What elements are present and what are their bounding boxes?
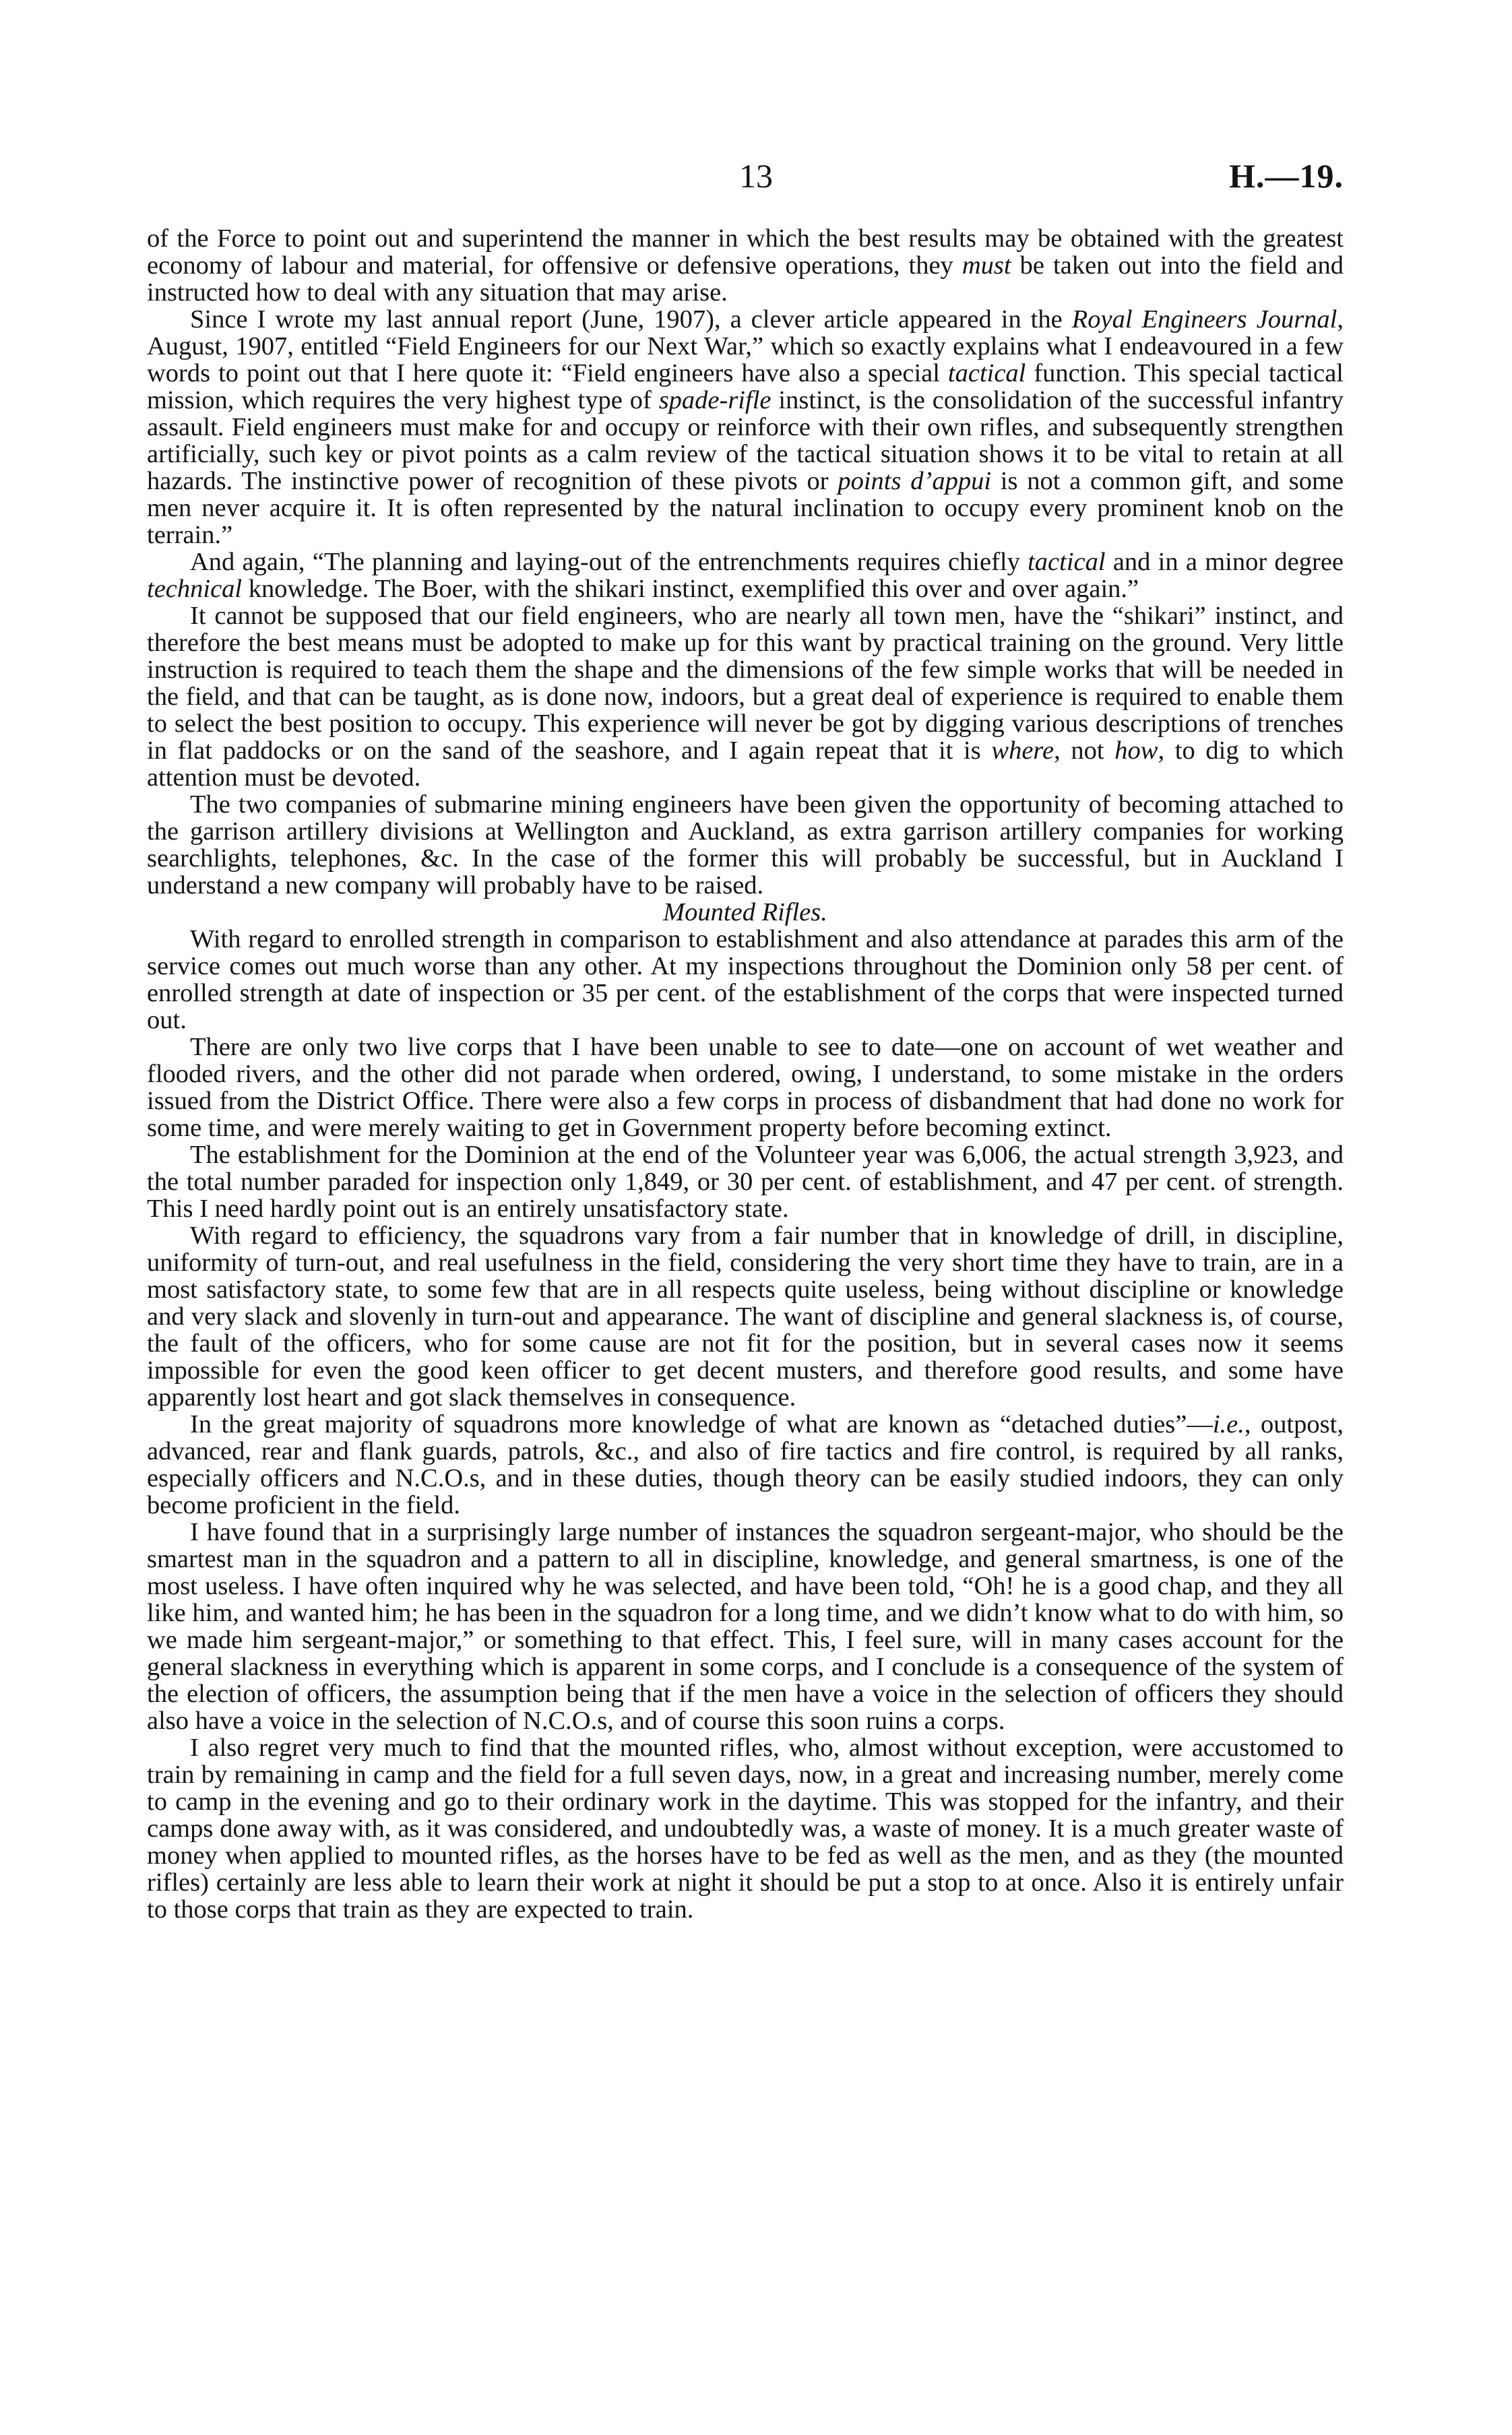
- text-run: knowledge. The Boer, with the shikari instinct, exemplified this over and over again.”: [242, 575, 1139, 603]
- text-run: With regard to enrolled strength in comparison to establishment and also attendance at parades this arm of the service comes out much worse than any other. At my inspections throughout the Dominion only 58 per cent. of enrolled strength at date of inspection or 35 per cent. of the establishment of the corps that were inspected turned out.: [147, 925, 1344, 1034]
- paragraph: [147, 1034, 1344, 1141]
- italic-text: tactical: [1028, 548, 1106, 576]
- text-run: Mounted Rifles.: [663, 898, 827, 926]
- italic-text: technical: [147, 575, 243, 603]
- italic-text: spade-rifle: [658, 386, 771, 414]
- paragraph: [147, 791, 1344, 899]
- paragraph: [147, 548, 1344, 602]
- text-run: And again, “The planning and laying-out of the entrenchments requires chiefly: [190, 548, 1028, 576]
- page-number: 13: [739, 157, 773, 195]
- text-run: , to dig to which attention must be devoted.: [147, 736, 1344, 792]
- text-run: is not a common gift, and some men never acquire it. It is often represented by the natural inclination to occupy every prominent knob on the terrain.”: [147, 467, 1344, 549]
- text-run: , August, 1907, entitled “Field Engineers for our Next War,” which so exactly explains what I endeavoured in a few words to point out that I here quote it: “Field engineers have also a special: [147, 305, 1344, 387]
- text-run: I also regret very much to find that the mounted rifles, who, almost without exception, were accustomed to train by remaining in camp and the field for a full seven days, now, in a great and increasing number, merely come to camp in the evening and go to their ordinary work in the daytime. This was stopped for the infantry, and their camps done away with, as it was considered, and undoubtedly was, a waste of money. It is a much greater waste of money when applied to mounted rifles, as the horses have to be fed as well as the men, and as they (the mounted rifles) certainly are less able to learn their work at night it should be put a stop to at once. Also it is entirely unfair to those corps that train as they are expected to train.: [147, 1734, 1344, 1924]
- paragraph: [147, 1141, 1344, 1222]
- text-run: The two companies of submarine mining engineers have been given the opportunity of becoming attached to the garrison artillery divisions at Wellington and Auckland, as extra garrison artillery companies for working searchlights, telephones, &c. In the case of the former this will probably be successful, but in Auckland I understand a new company will probably have to be raised.: [147, 790, 1344, 899]
- text-run: instinct, is the consolidation of the successful infantry assault. Field engineers must make for and occupy or reinforce with their own rifles, and subsequently strengthen artificially, such key or pivot points as a calm review of the tactical situation shows it to be vital to retain at all hazards. The instinctive power of recognition of these pivots or: [147, 386, 1344, 495]
- text-run: In the great majority of squadrons more knowledge of what are known as “detached duties”—: [190, 1410, 1213, 1438]
- text-run: There are only two live corps that I have been unable to see to date—one on account of wet weather and flooded rivers, and the other did not parade when ordered, owing, I understand, to some mistake in the orders issued from the District Office. There were also a few corps in process of disbandment that had done no work for some time, and were merely waiting to get in Government property before becoming extinct.: [147, 1033, 1344, 1142]
- italic-text: Royal Engineers Journal: [1071, 305, 1337, 334]
- paragraph: [147, 602, 1344, 791]
- text-run: , not: [1054, 736, 1115, 765]
- italic-text: how: [1114, 736, 1158, 765]
- body-text: [147, 225, 1344, 1923]
- text-run: It cannot be supposed that our field engineers, who are nearly all town men, have the “shikari” instinct, and therefore the best means must be adopted to make up for this want by practical training on the ground. Very little instruction is required to teach them the shape and the dimensions of the few simple works that will be needed in the field, and that can be taught, as is done now, indoors, but a great deal of experience is required to enable them to select the best position to occupy. This experience will never be got by digging various descriptions of trenches in flat paddocks or on the sand of the seashore, and I again repeat that it is: [147, 602, 1344, 765]
- italic-text: points d’appui: [838, 467, 992, 495]
- paragraph: [147, 306, 1344, 548]
- text-run: of the Force to point out and superintend the manner in which the best results may be obtained with the greatest economy of labour and material, for offensive or defensive operations, they: [147, 224, 1344, 280]
- section-heading: [147, 899, 1344, 926]
- paragraph: [147, 225, 1344, 306]
- paragraph: [147, 926, 1344, 1034]
- text-run: , outpost, advanced, rear and flank guards, patrols, &c., and also of fire tactics and fire control, is required by all ranks, especially officers and N.C.O.s, and in these duties, though theory can be easily studied indoors, they can only become proficient in the field.: [147, 1410, 1344, 1519]
- paragraph: [147, 1411, 1344, 1519]
- text-run: and in a minor degree: [1105, 548, 1344, 576]
- document-reference: H.—19.: [1229, 157, 1344, 195]
- text-run: function. This special tactical mission, which requires the very highest type of: [147, 359, 1344, 414]
- italic-text: tactical: [947, 359, 1026, 387]
- paragraph: [147, 1734, 1344, 1923]
- text-run: Since I wrote my last annual report (June, 1907), a clever article appeared in the: [190, 305, 1072, 334]
- text-run: be taken out into the field and instructed how to deal with any situation that may arise.: [147, 251, 1344, 307]
- italic-text: where: [991, 736, 1054, 765]
- text-run: With regard to efficiency, the squadrons vary from a fair number that in knowledge of drill, in discipline, uniformity of turn-out, and real usefulness in the field, considering the very short time they have to train, are in a most satisfactory state, to some few that are in all respects quite useless, being without discipline or knowledge and very slack and slovenly in turn-out and appearance. The want of discipline and general slackness is, of course, the fault of the officers, who for some cause are not fit for the position, but in several cases now it seems impossible for even the good keen officer to get decent musters, and therefore good results, and some have apparently lost heart and got slack themselves in consequence.: [147, 1222, 1344, 1412]
- paragraph: [147, 1222, 1344, 1411]
- text-run: The establishment for the Dominion at the end of the Volunteer year was 6,006, the actual strength 3,923, and the total number paraded for inspection only 1,849, or 30 per cent. of establishment, and 47 per cent. of strength. This I need hardly point out is an entirely unsatisfactory state.: [147, 1141, 1344, 1223]
- italic-text: must: [962, 251, 1011, 280]
- text-run: I have found that in a surprisingly large number of instances the squadron sergeant-major, who should be the smartest man in the squadron and a pattern to all in discipline, knowledge, and general smartness, is one of the most useless. I have often inquired why he was selected, and have been told, “Oh! he is a good chap, and they all like him, and wanted him; he has been in the squadron for a long time, and we didn’t know what to do with him, so we made him sergeant-major,” or something to that effect. This, I feel sure, will in many cases account for the general slackness in everything which is apparent in some corps, and I conclude is a consequence of the system of the election of officers, the assumption being that if the men have a voice in the selection of officers they should also have a voice in the selection of N.C.O.s, and of course this soon ruins a corps.: [147, 1518, 1344, 1735]
- italic-text: i.e.: [1212, 1410, 1245, 1438]
- paragraph: [147, 1519, 1344, 1734]
